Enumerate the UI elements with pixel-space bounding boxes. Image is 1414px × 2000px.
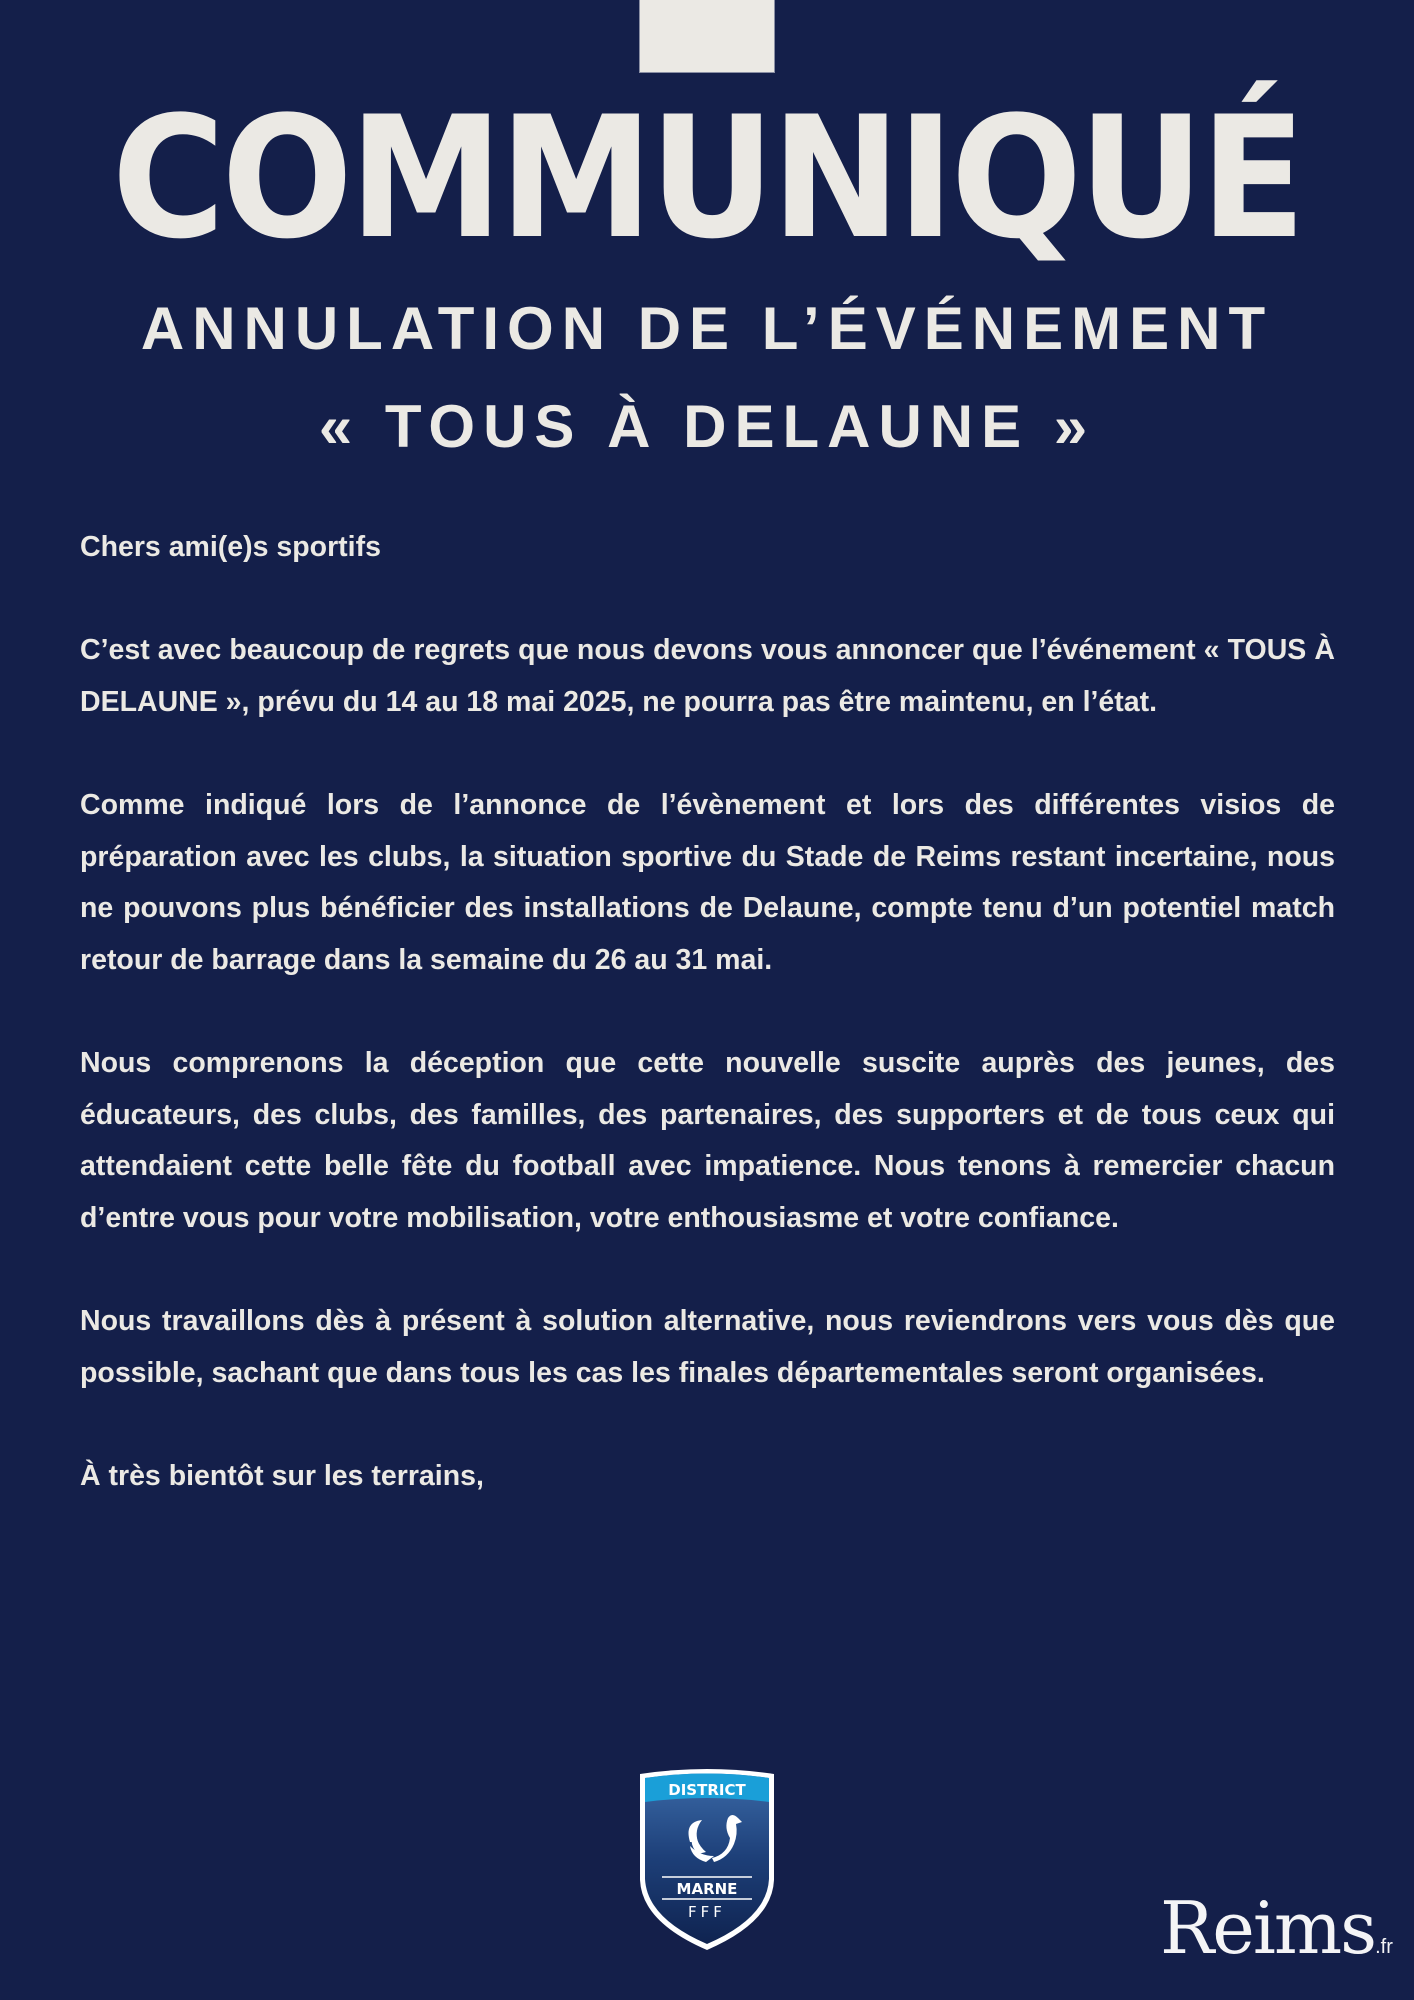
reims-fr-logo — [1160, 1888, 1400, 1968]
shield-icon — [632, 1762, 782, 1954]
paragraph-1: C’est avec beaucoup de regrets que nous devons vous annoncer que l’événement « TOUS À DELAUNE », prévu du 14 au 18 mai 2025, ne pourra pas être maintenu, en l’état. — [80, 634, 1335, 718]
closing: À très bientôt sur les terrains, — [80, 1459, 484, 1492]
page-title: COMMUNIQUÉ — [111, 80, 1303, 276]
reims-logo-tld: .fr — [1375, 1936, 1393, 1958]
logo-text-fff: FFF — [688, 1903, 726, 1921]
top-decorative-block — [639, 0, 775, 73]
greeting: Chers ami(e)s sportifs — [80, 531, 381, 563]
district-marne-logo — [632, 1762, 782, 1954]
communique-body — [80, 522, 1335, 1554]
subtitle-line-2: « TOUS À DELAUNE » — [318, 393, 1096, 460]
logo-text-district: DISTRICT — [668, 1781, 746, 1799]
subtitle-line-1: ANNULATION DE L’ÉVÉNEMENT — [140, 295, 1274, 362]
paragraph-4: Nous travaillons dès à présent à solution alternative, nous reviendrons vers vous dès que possible, sachant que dans tous les cas les finales départementales seront organisées. — [80, 1304, 1335, 1389]
reims-logo-word: Reims — [1160, 1886, 1376, 1970]
paragraph-3: Nous comprenons la déception que cette nouvelle suscite auprès des jeunes, des éducateurs, des clubs, des familles, des partenaires, des supporters et de tous ceux qui attendaient cette belle fête du football avec impatience. Nous tenons à remercier chacun d’entre vous pour votre mobilisation, votre enthousiasme et votre confiance. — [80, 1046, 1335, 1234]
logo-text-marne: MARNE — [676, 1880, 738, 1898]
paragraph-2: Comme indiqué lors de l’annonce de l’évènement et lors des différentes visios de préparation avec les clubs, la situation sportive du Stade de Reims restant incertaine, nous ne pouvons plus bénéficier des installations de Delaune, compte tenu d’un potentiel match retour de barrage dans la semaine du 26 au 31 mai. — [80, 788, 1335, 976]
